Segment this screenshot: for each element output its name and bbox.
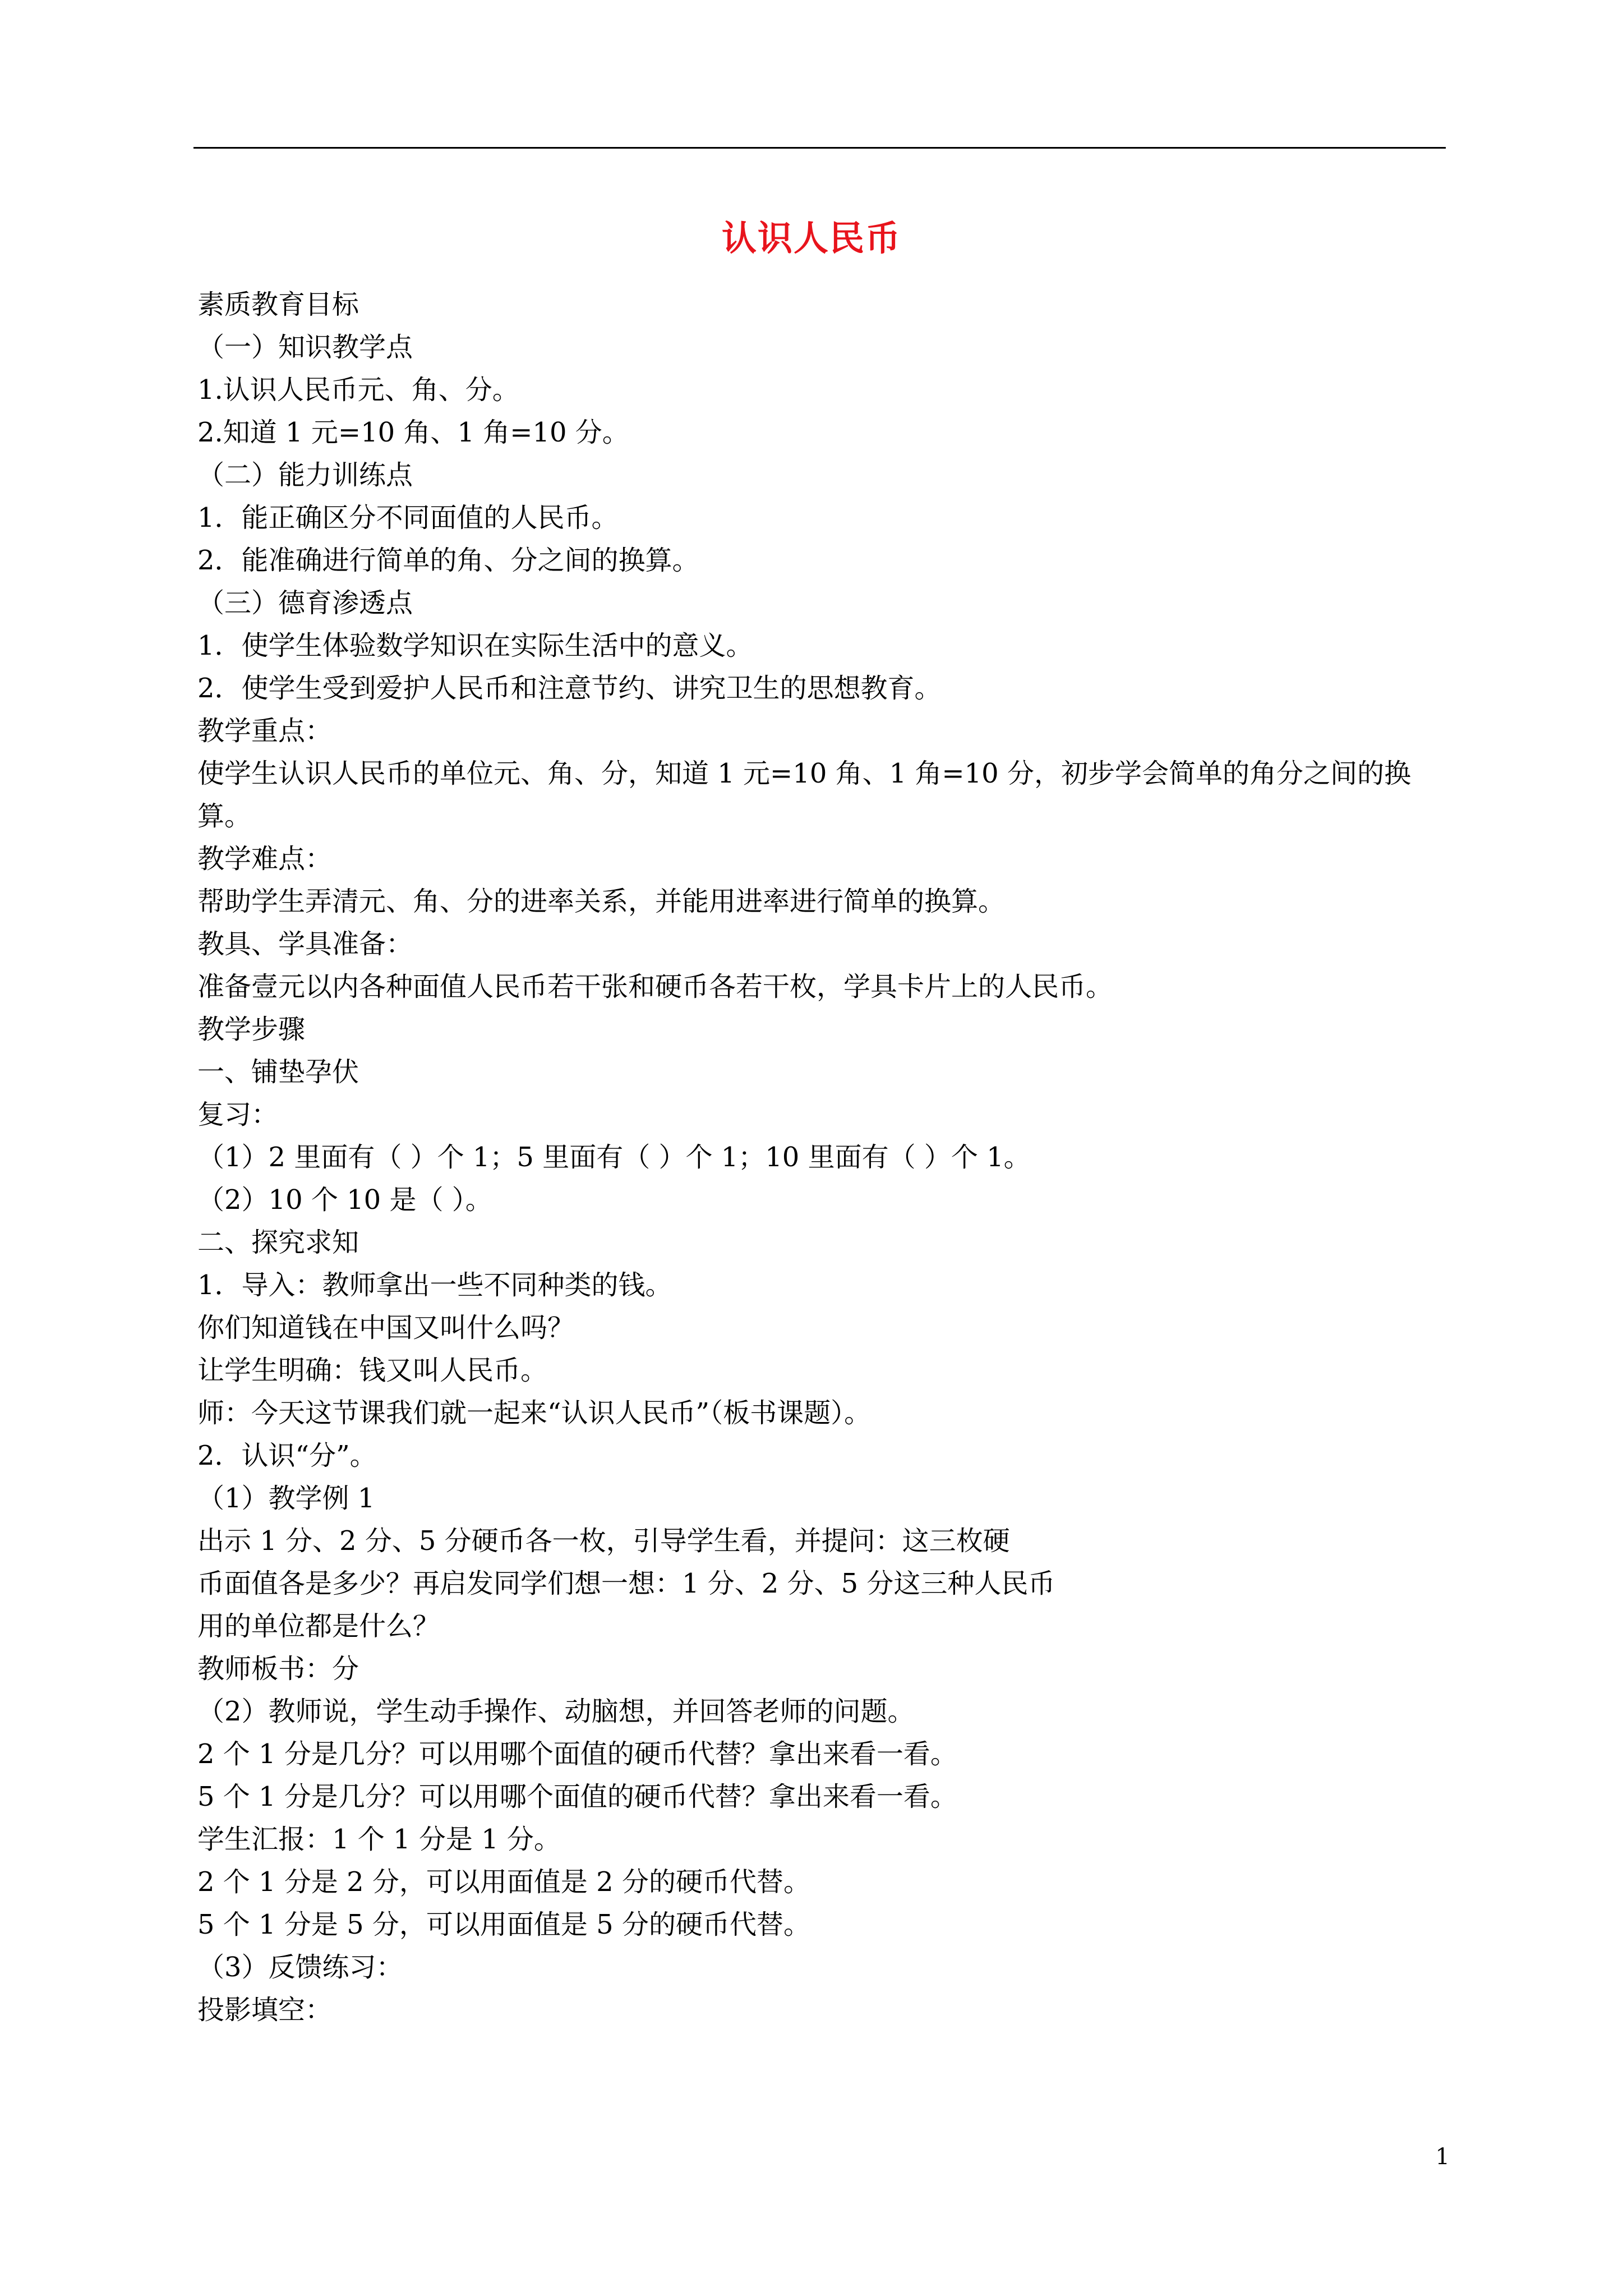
line-goals-heading: 素质教育目标 [197, 289, 359, 320]
line-example-1: （1）教学例 1 [197, 1483, 375, 1514]
line-key-points-2: 算。 [197, 800, 252, 832]
line-review: 复习： [197, 1099, 279, 1130]
line-question: 你们知道钱在中国又叫什么吗？ [197, 1312, 575, 1343]
line-show-coins-3: 用的单位都是什么？ [197, 1611, 440, 1642]
line-knowledge-1: 1.认识人民币元、角、分。 [197, 374, 519, 406]
line-intro: 1．导入：教师拿出一些不同种类的钱。 [197, 1269, 672, 1301]
line-section-1: 一、铺垫孕伏 [197, 1056, 359, 1088]
document-body [197, 283, 1447, 2031]
line-moral-heading: （三）德育渗透点 [197, 587, 413, 619]
line-knowledge-2: 2.知道 1 元=10 角、1 角=10 分。 [197, 417, 629, 448]
line-projection: 投影填空： [197, 1994, 333, 2026]
line-materials-heading: 教具、学具准备： [197, 928, 413, 960]
line-difficulty-heading: 教学难点： [197, 843, 333, 875]
line-report: 学生汇报：1 个 1 分是 1 分。 [197, 1824, 561, 1855]
line-moral-2: 2．使学生受到爱护人民币和注意节约、讲究卫生的思想教育。 [197, 673, 942, 704]
line-show-coins-1: 出示 1 分、2 分、5 分硬币各一枚，引导学生看，并提问：这三枚硬 [197, 1525, 1010, 1557]
line-ability-1: 1．能正确区分不同面值的人民币。 [197, 502, 619, 533]
line-difficulty: 帮助学生弄清元、角、分的进率关系，并能用进率进行简单的换算。 [197, 886, 1006, 917]
line-section-2: 二、探究求知 [197, 1227, 359, 1258]
line-report-2: 2 个 1 分是 2 分，可以用面值是 2 分的硬币代替。 [197, 1866, 810, 1898]
line-feedback: （3）反馈练习： [197, 1952, 403, 1983]
line-review-1: （1）2 里面有（ ）个 1；5 里面有（ ）个 1；10 里面有（ ）个 1。 [197, 1142, 1031, 1173]
line-key-points-1: 使学生认识人民币的单位元、角、分，知道 1 元=10 角、1 角=10 分，初步学会简单的角分之间的换 [197, 758, 1411, 789]
line-report-5: 5 个 1 分是 5 分，可以用面值是 5 分的硬币代替。 [197, 1909, 810, 1940]
header-rule [193, 147, 1446, 149]
line-learn-fen: 2．认识“分”。 [197, 1440, 377, 1471]
line-materials: 准备壹元以内各种面值人民币若干张和硬币各若干枚，学具卡片上的人民币。 [197, 971, 1113, 1002]
line-board: 教师板书：分 [197, 1653, 359, 1685]
line-ability-2: 2．能准确进行简单的角、分之间的换算。 [197, 545, 699, 576]
page-title: 认识人民币 [721, 218, 901, 259]
line-key-points-heading: 教学重点： [197, 715, 333, 747]
line-activity-2: （2）教师说，学生动手操作、动脑想，并回答老师的问题。 [197, 1696, 915, 1727]
line-two-fen: 2 个 1 分是几分？可以用哪个面值的硬币代替？拿出来看一看。 [197, 1738, 957, 1770]
line-clarify: 让学生明确：钱又叫人民币。 [197, 1355, 548, 1386]
line-moral-1: 1．使学生体验数学知识在实际生活中的意义。 [197, 630, 753, 661]
line-teacher-topic: 师：今天这节课我们就一起来“认识人民币”（板书课题）。 [197, 1397, 872, 1429]
line-review-2: （2）10 个 10 是（ ）。 [197, 1184, 492, 1216]
line-show-coins-2: 币面值各是多少？再启发同学们想一想：1 分、2 分、5 分这三种人民币 [197, 1568, 1055, 1599]
line-ability-heading: （二）能力训练点 [197, 459, 413, 491]
line-knowledge-heading: （一）知识教学点 [197, 332, 413, 363]
line-steps-heading: 教学步骤 [197, 1014, 306, 1045]
page-number: 1 [1435, 2144, 1450, 2170]
line-five-fen: 5 个 1 分是几分？可以用哪个面值的硬币代替？拿出来看一看。 [197, 1781, 957, 1812]
